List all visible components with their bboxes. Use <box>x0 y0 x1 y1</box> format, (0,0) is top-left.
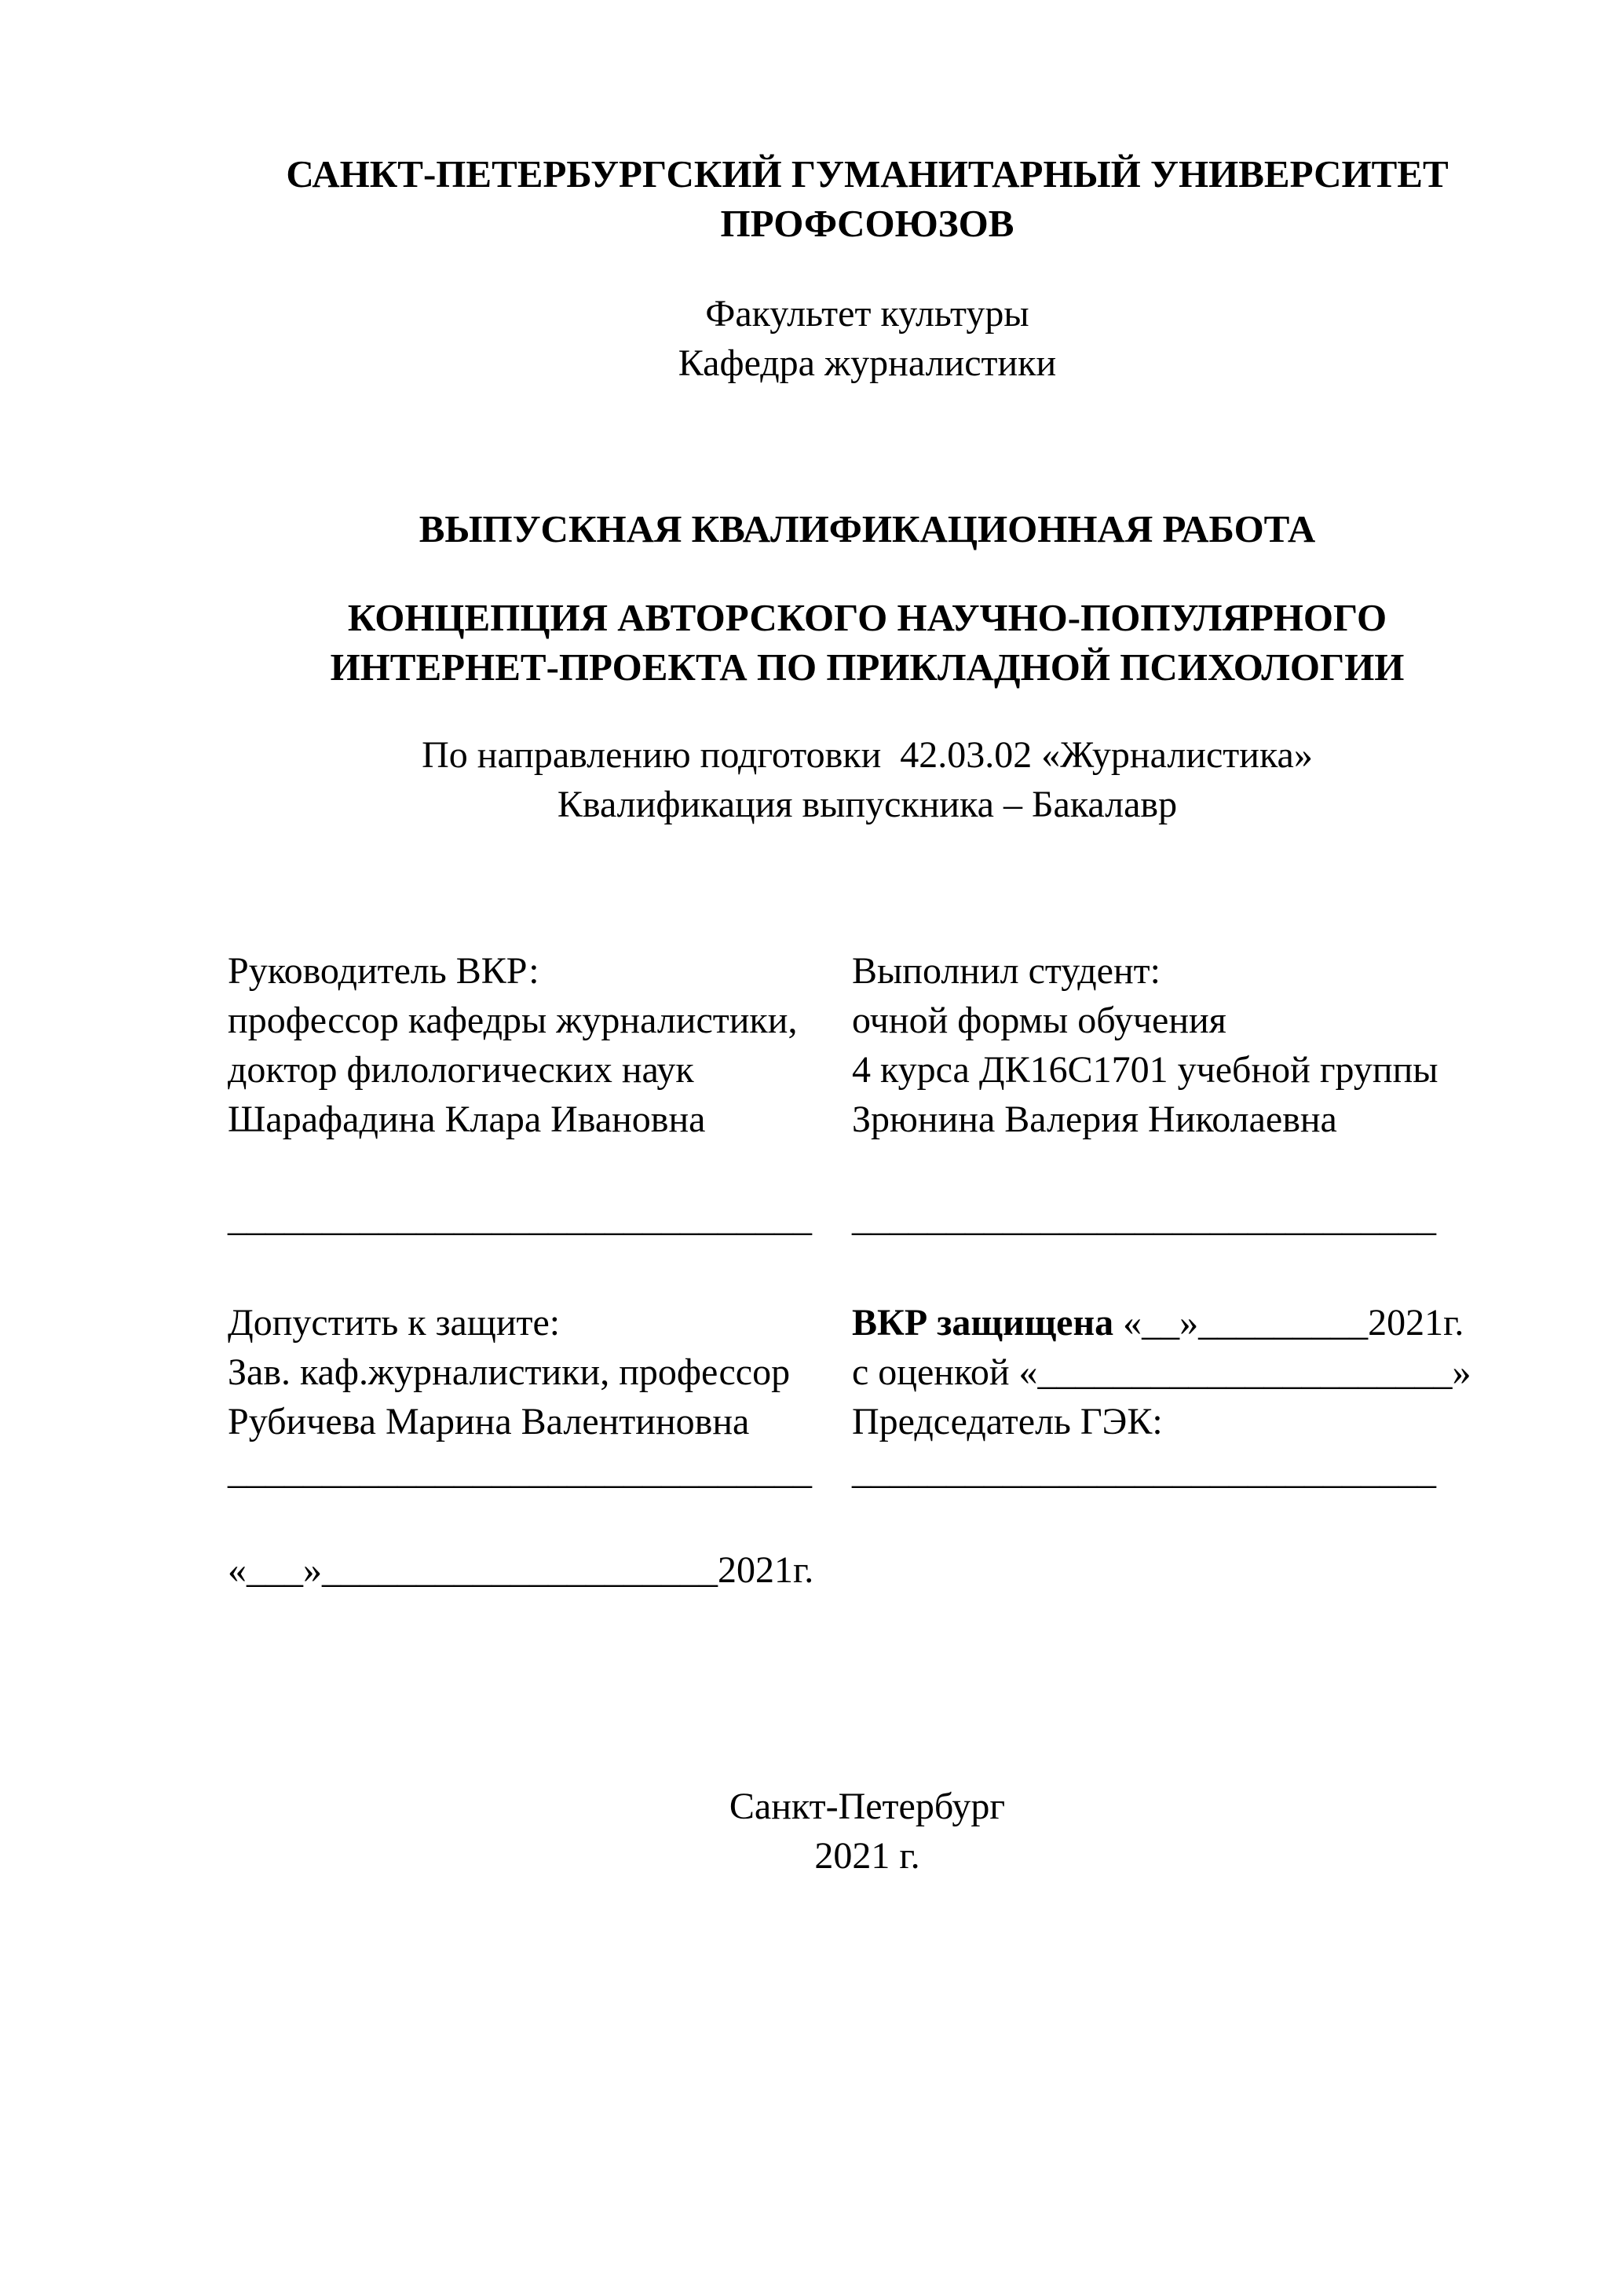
program-direction: По направлению подготовки 42.03.02 «Журналистика» <box>422 734 1313 776</box>
university-header <box>228 149 1507 248</box>
chairman-label: Председатель ГЭК: <box>852 1401 1163 1442</box>
university-name-line2: ПРОФСОЮЗОВ <box>720 202 1014 245</box>
admission-date-line: «___»_____________________2021г. <box>228 1549 814 1591</box>
year: 2021 г. <box>814 1835 920 1877</box>
defense-label: ВКР защищена <box>852 1302 1114 1344</box>
program-block <box>228 730 1507 829</box>
admission-defense-row <box>228 1298 1507 1446</box>
admission-date-row <box>228 1545 1507 1595</box>
signatories-section <box>228 946 1507 1595</box>
student-block <box>852 946 1507 1144</box>
supervisor-role-label: Руководитель ВКР: <box>228 950 539 992</box>
supervisor-name: Шарафадина Клара Ивановна <box>228 1099 706 1140</box>
defense-block <box>852 1298 1507 1446</box>
defense-date-line <box>852 1298 1507 1347</box>
supervisor-block <box>228 946 852 1144</box>
admission-label: Допустить к защите: <box>228 1302 561 1344</box>
admission-position: Зав. каф.журналистики, профессор <box>228 1351 791 1393</box>
city: Санкт-Петербург <box>729 1786 1006 1827</box>
signature-row-2 <box>228 1446 1507 1496</box>
thesis-title-line2: ИНТЕРНЕТ-ПРОЕКТА ПО ПРИКЛАДНОЙ ПСИХОЛОГИИ <box>330 645 1405 689</box>
defense-grade-line: с оценкой «______________________» <box>852 1351 1471 1393</box>
admission-signature-line: _______________________________ <box>228 1450 812 1492</box>
student-name: Зрюнина Валерия Николаевна <box>852 1099 1337 1140</box>
supervisor-position-line2: доктор филологических наук <box>228 1049 694 1091</box>
supervisor-position-line1: профессор кафедры журналистики, <box>228 1000 798 1041</box>
city-year-block <box>228 1782 1507 1881</box>
student-signature-line: _______________________________ <box>852 1197 1436 1239</box>
thesis-title-line1: КОНЦЕПЦИЯ АВТОРСКОГО НАУЧНО-ПОПУЛЯРНОГО <box>347 596 1387 639</box>
faculty-name: Факультет культуры <box>705 293 1029 335</box>
admission-name: Рубичева Марина Валентиновна <box>228 1401 750 1442</box>
supervisor-signature-line: _______________________________ <box>228 1197 812 1239</box>
thesis-title <box>228 593 1507 692</box>
defense-date-blank: «__»_________2021г. <box>1113 1302 1464 1344</box>
work-type-heading: ВЫПУСКНАЯ КВАЛИФИКАЦИОННАЯ РАБОТА <box>419 507 1316 550</box>
chairman-signature-line: _______________________________ <box>852 1450 1436 1492</box>
signature-row-1 <box>228 1194 1507 1243</box>
department-name: Кафедра журналистики <box>678 342 1057 384</box>
student-study-form: очной формы обучения <box>852 1000 1226 1041</box>
admission-block <box>228 1298 852 1446</box>
student-group: 4 курса ДК16С1701 учебной группы <box>852 1049 1438 1091</box>
university-name-line1: САНКТ-ПЕТЕРБУРГСКИЙ ГУМАНИТАРНЫЙ УНИВЕРСИТЕТ <box>286 152 1449 196</box>
student-role-label: Выполнил студент: <box>852 950 1161 992</box>
faculty-department-block <box>228 289 1507 388</box>
qualification-level: Квалификация выпускника – Бакалавр <box>557 784 1178 825</box>
supervisor-student-row <box>228 946 1507 1144</box>
